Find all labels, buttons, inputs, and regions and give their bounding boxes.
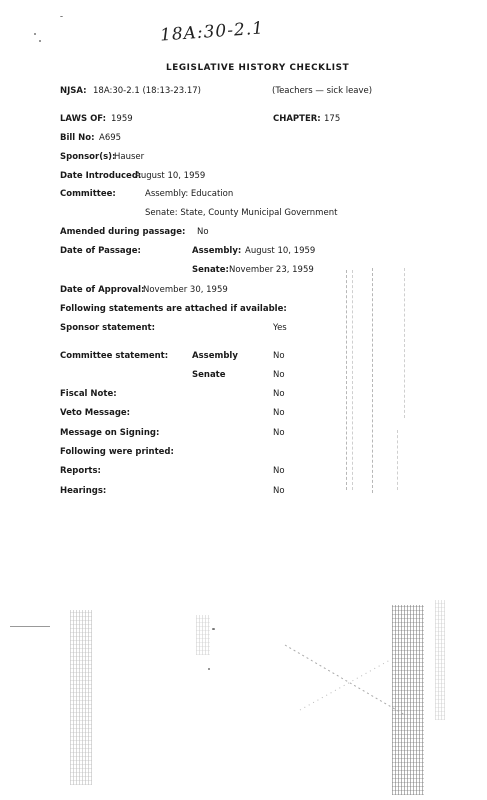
handwritten-number: 18A:30-2.1 [159, 18, 265, 46]
laws-of-label: LAWS OF: [60, 114, 107, 124]
library-stamp-mark [372, 268, 373, 493]
scan-speck [34, 33, 36, 35]
reports-label: Reports: [60, 466, 101, 476]
scan-noise [196, 615, 210, 655]
committee-label: Committee: [60, 189, 116, 199]
amended-value: No [197, 227, 209, 237]
chapter-value: 175 [324, 114, 341, 124]
njsa-label: NJSA: [60, 86, 87, 96]
bill-no-value: A695 [99, 133, 122, 143]
laws-of-value: 1959 [111, 114, 133, 124]
committee-statement-senate-label: Senate [192, 370, 226, 380]
library-stamp-mark [346, 270, 347, 490]
fiscal-note-label: Fiscal Note: [60, 389, 117, 399]
message-on-signing-value: No [273, 428, 285, 438]
committee-assembly: Assembly: Education [145, 189, 234, 199]
passage-assembly-value: August 10, 1959 [245, 246, 316, 256]
veto-message-value: No [273, 408, 285, 418]
bill-no-label: Bill No: [60, 133, 95, 143]
njsa-subject: (Teachers — sick leave) [272, 86, 373, 96]
hearings-value: No [273, 486, 285, 496]
scan-speck [212, 628, 215, 630]
veto-message-label: Veto Message: [60, 408, 131, 418]
scan-scratch-line [285, 645, 405, 715]
sponsor-statement-value: Yes [273, 323, 287, 333]
scan-speck [10, 626, 50, 627]
passage-senate-value: November 23, 1959 [229, 265, 314, 275]
committee-statement-assembly-label: Assembly [192, 351, 238, 361]
hearings-label: Hearings: [60, 486, 107, 496]
committee-statement-assembly-value: No [273, 351, 285, 361]
attached-heading: Following statements are attached if available: [60, 304, 287, 314]
reports-value: No [273, 466, 285, 476]
amended-label: Amended during passage: [60, 227, 186, 237]
passage-senate-label: Senate: [192, 265, 229, 275]
scan-speck [60, 16, 63, 17]
date-of-passage-label: Date of Passage: [60, 246, 141, 256]
date-introduced-label: Date Introduced: [60, 171, 142, 181]
njsa-value: 18A:30-2.1 (18:13-23.17) [93, 86, 201, 96]
printed-heading: Following were printed: [60, 447, 174, 457]
scan-speck [208, 668, 210, 670]
date-of-approval-value: November 30, 1959 [143, 285, 228, 295]
sponsor-statement-label: Sponsor statement: [60, 323, 155, 333]
fiscal-note-value: No [273, 389, 285, 399]
sponsor-label: Sponsor(s): [60, 152, 116, 162]
message-on-signing-label: Message on Signing: [60, 428, 160, 438]
passage-assembly-label: Assembly: [192, 246, 242, 256]
chapter-label: CHAPTER: [273, 114, 321, 124]
committee-statement-label: Committee statement: [60, 351, 169, 361]
library-stamp-mark [404, 268, 405, 418]
scan-scratch [280, 640, 410, 720]
page-title: LEGISLATIVE HISTORY CHECKLIST [166, 63, 350, 73]
committee-statement-senate-value: No [273, 370, 285, 380]
scan-noise [435, 600, 445, 720]
scan-noise [70, 610, 92, 785]
library-stamp-mark [397, 430, 398, 490]
scan-speck [39, 40, 41, 42]
library-stamp-mark [352, 270, 353, 490]
date-introduced-value: August 10, 1959 [135, 171, 206, 181]
sponsor-value: Hauser [114, 152, 145, 162]
date-of-approval-label: Date of Approval: [60, 285, 145, 295]
committee-senate: Senate: State, County Municipal Government [145, 208, 338, 218]
scan-scratch-line [300, 660, 390, 710]
